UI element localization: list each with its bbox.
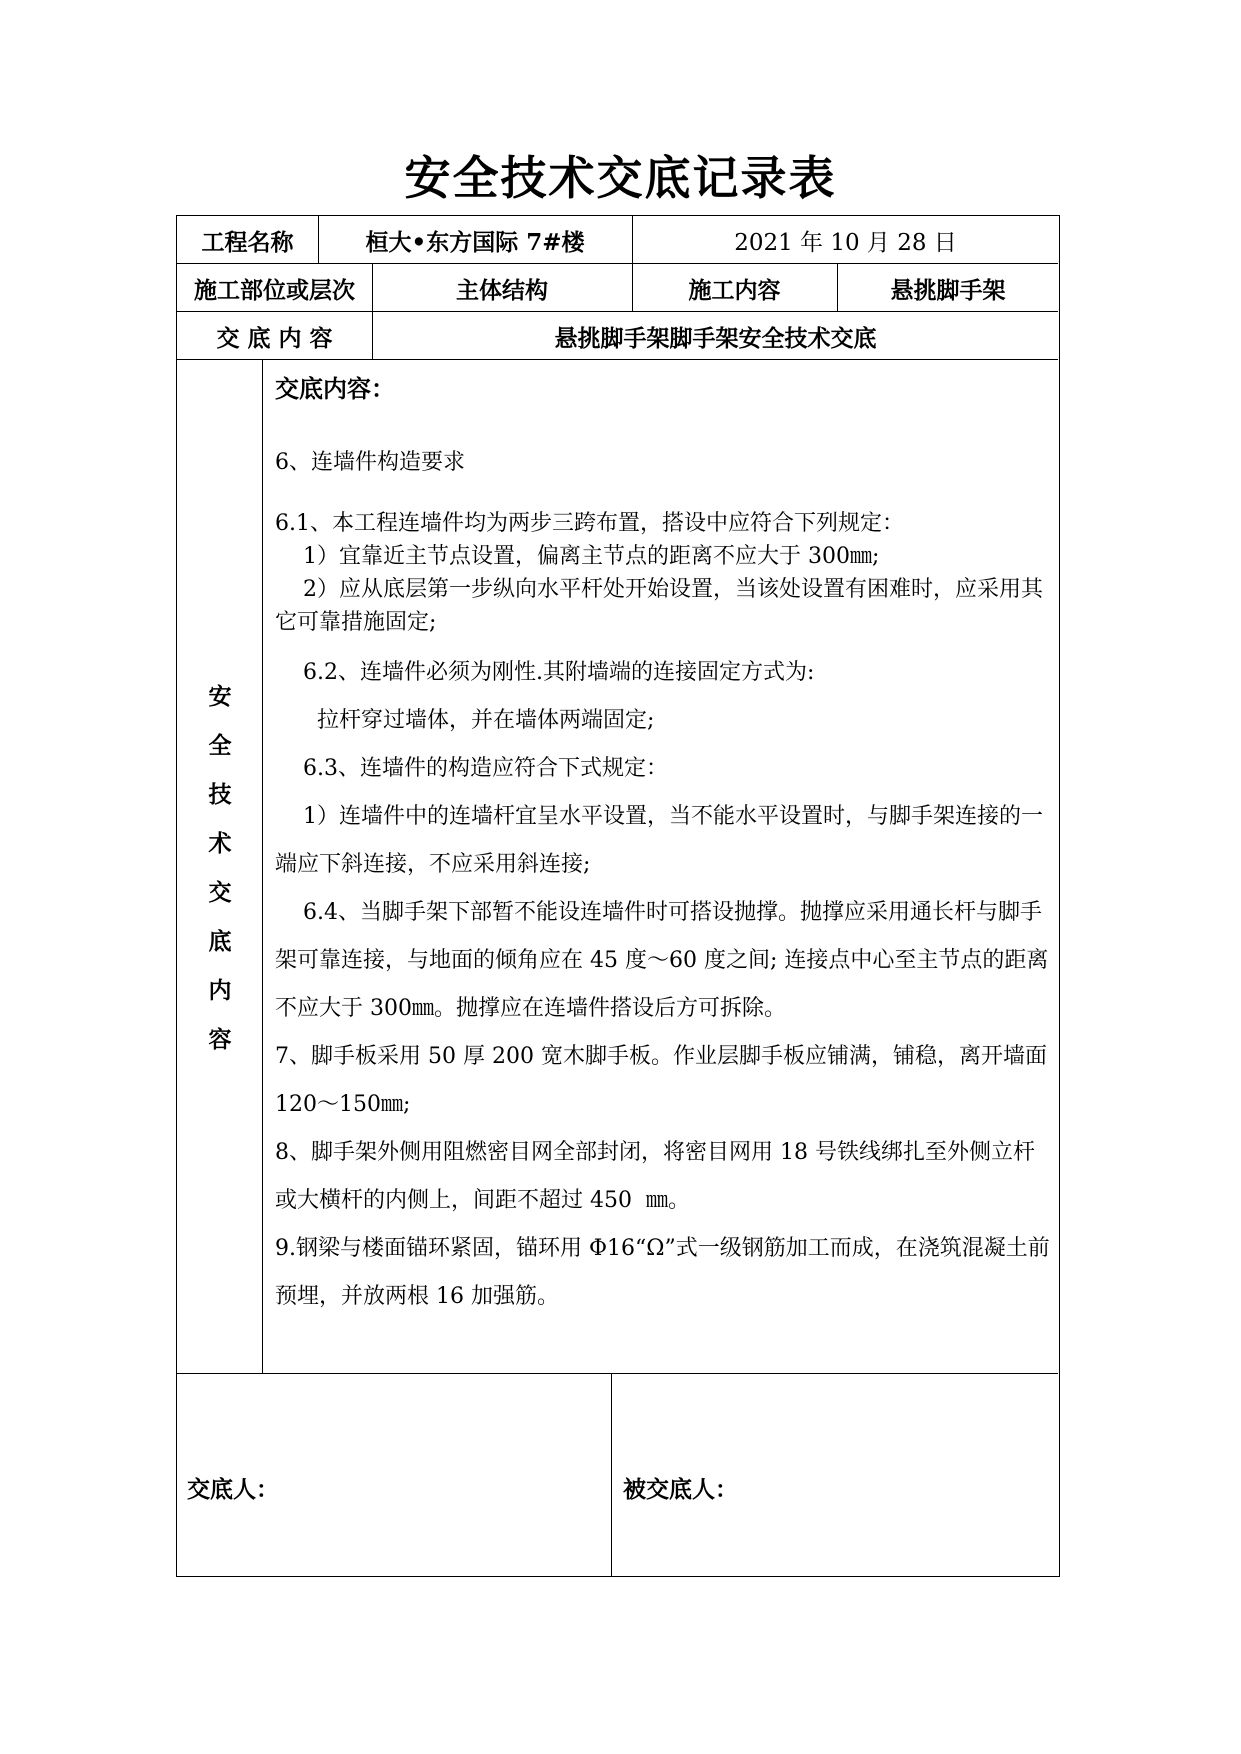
construction-part-value: 主体结构 (456, 276, 548, 304)
side-label-char: 安 (208, 683, 232, 710)
section-6-3-item-1: 1）连墙件中的连墙杆宜呈水平设置，当不能水平设置时，与脚手架连接的一端应下斜连接，不应采用斜连接; (275, 804, 1043, 877)
briefing-content-value: 悬挑脚手架脚手架安全技术交底 (554, 324, 877, 352)
section-6-2: 6.2、连墙件必须为刚性.其附墙端的连接固定方式为: (275, 660, 815, 685)
section-6-2-detail: 拉杆穿过墙体，并在墙体两端固定; (275, 708, 655, 733)
side-label-char: 全 (208, 732, 232, 759)
side-label-char: 容 (208, 1026, 232, 1053)
col-divider (611, 1374, 612, 1576)
work-content-label: 施工内容 (688, 276, 781, 304)
side-label-char: 底 (208, 928, 232, 955)
section-6-3: 6.3、连墙件的构造应符合下式规定： (275, 756, 668, 781)
briefing-body (275, 361, 1054, 1375)
section-6-1: 6.1、本工程连墙件均为两步三跨布置，搭设中应符合下列规定： (275, 511, 904, 536)
section-6-4: 6.4、当脚手架下部暂不能设连墙件时可搭设抛撑。抛撑应采用通长杆与脚手架可靠连接，与地面的倾角应在 45 度～60 度之间; 连接点中心至主节点的距离不应大于 300㎜。抛撑应在连墙件搭设后方可拆除。 (275, 900, 1049, 1021)
section-6-1-item-1: 1）宜靠近主节点设置，偏离主节点的距离不应大于 300㎜; (275, 544, 880, 569)
side-label-char: 内 (208, 977, 232, 1004)
briefing-content-label: 交 底 内 容 (216, 324, 333, 352)
side-label-char: 技 (208, 781, 232, 808)
record-date: 2021 年 10 月 28 日 (734, 229, 957, 256)
briefer-label: 交底人： (187, 1476, 279, 1503)
briefing-heading: 交底内容： (275, 374, 395, 403)
side-label-char: 交 (208, 879, 232, 906)
project-name-value: 桓大•东方国际 7#楼 (365, 228, 585, 256)
section-6: 6、连墙件构造要求 (275, 450, 465, 475)
record-table (176, 215, 1060, 1577)
side-label-char: 术 (208, 830, 232, 857)
section-6-1-item-2: 2）应从底层第一步纵向水平杆处开始设置，当该处设置有困难时，应采用其它可靠措施固定; (275, 577, 1043, 635)
side-label-safety-briefing (177, 361, 263, 1375)
document-title: 安全技术交底记录表 (404, 151, 837, 205)
section-9: 9.钢梁与楼面锚环紧固，锚环用 Φ16“Ω”式一级钢筋加工而成，在浇筑混凝土前预埋，并放两根 16 加强筋。 (275, 1236, 1050, 1309)
section-7: 7、脚手板采用 50 厚 200 宽木脚手板。作业层脚手板应铺满，铺稳，离开墙面 120～150㎜; (275, 1044, 1054, 1117)
section-8: 8、脚手架外侧用阻燃密目网全部封闭，将密目网用 18 号铁线绑扎至外侧立杆或大横杆的内侧上，间距不超过 450 ㎜。 (275, 1140, 1035, 1213)
project-name-label: 工程名称 (201, 228, 294, 256)
construction-part-label: 施工部位或层次 (194, 276, 355, 304)
work-content-value: 悬挑脚手架 (890, 276, 1006, 304)
recipient-label: 被交底人： (623, 1476, 738, 1503)
